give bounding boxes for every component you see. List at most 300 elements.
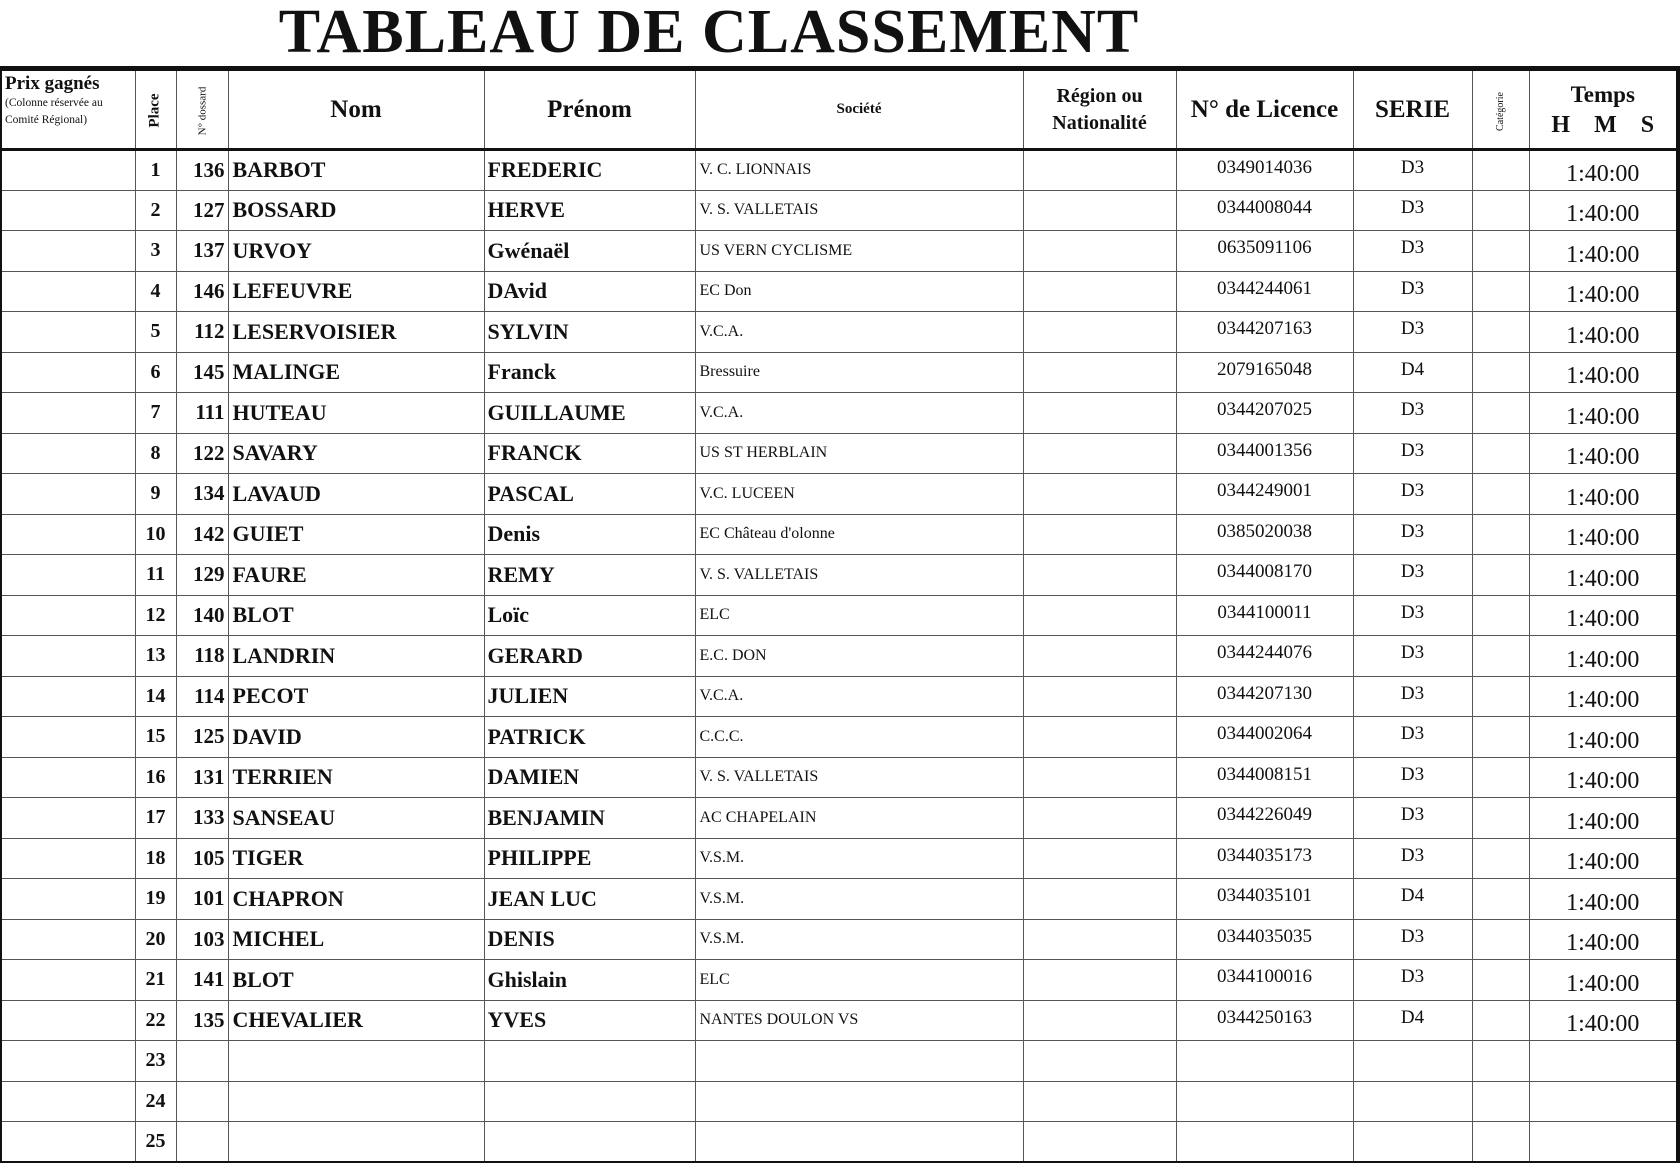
cell-prenom: REMY [484,555,695,596]
cell-societe: V.C.A. [695,312,1023,353]
cell-nom [228,1081,484,1122]
table-row [1,879,1678,920]
header-prix-title: Prix gagnés [5,73,100,94]
cell-prix [1,717,135,758]
cell-temps: 1:40:00 [1529,676,1678,717]
cell-dossard: 105 [176,838,228,879]
cell-temps: 1:40:00 [1529,555,1678,596]
table-row [1,474,1678,515]
cell-region [1023,433,1176,474]
cell-serie: D4 [1353,879,1472,920]
cell-prix [1,231,135,272]
cell-prix [1,514,135,555]
cell-categorie [1472,1000,1529,1041]
cell-prix [1,1000,135,1041]
table-row [1,960,1678,1001]
cell-nom [228,1122,484,1163]
cell-prix [1,474,135,515]
cell-region [1023,474,1176,515]
cell-nom: CHAPRON [228,879,484,920]
cell-region [1023,1081,1176,1122]
cell-region [1023,919,1176,960]
cell-licence: 0344008170 [1176,555,1353,596]
cell-prix [1,271,135,312]
cell-serie: D3 [1353,555,1472,596]
cell-temps: 1:40:00 [1529,312,1678,353]
cell-licence: 0344002064 [1176,717,1353,758]
cell-licence: 0344207163 [1176,312,1353,353]
cell-prenom: FREDERIC [484,150,695,191]
cell-serie: D3 [1353,150,1472,191]
cell-prenom: PASCAL [484,474,695,515]
cell-prix [1,393,135,434]
cell-dossard: 135 [176,1000,228,1041]
cell-region [1023,676,1176,717]
cell-serie: D3 [1353,717,1472,758]
cell-place: 20 [135,919,176,960]
cell-place: 1 [135,150,176,191]
cell-serie: D3 [1353,919,1472,960]
header-categorie [1472,69,1529,150]
cell-dossard [176,1081,228,1122]
cell-place: 15 [135,717,176,758]
cell-categorie [1472,393,1529,434]
header-prix-note: (Colonne réservée au Comité Régional) [5,97,103,126]
cell-nom: BLOT [228,595,484,636]
cell-nom: SANSEAU [228,798,484,839]
cell-nom: URVOY [228,231,484,272]
cell-licence: 0344244076 [1176,636,1353,677]
cell-prix [1,879,135,920]
cell-societe [695,1041,1023,1082]
cell-temps: 1:40:00 [1529,352,1678,393]
cell-dossard: 142 [176,514,228,555]
cell-licence: 0344001356 [1176,433,1353,474]
cell-societe: V.C.A. [695,393,1023,434]
cell-place: 5 [135,312,176,353]
cell-societe: C.C.C. [695,717,1023,758]
cell-nom: LEFEUVRE [228,271,484,312]
table-row [1,1000,1678,1041]
cell-categorie [1472,514,1529,555]
cell-licence: 0344035035 [1176,919,1353,960]
cell-temps: 1:40:00 [1529,838,1678,879]
cell-prix [1,838,135,879]
cell-temps: 1:40:00 [1529,595,1678,636]
cell-dossard: 137 [176,231,228,272]
cell-societe: V.C.A. [695,676,1023,717]
header-prenom: Prénom [484,69,695,150]
cell-prenom: DAMIEN [484,757,695,798]
cell-prenom: PHILIPPE [484,838,695,879]
cell-categorie [1472,190,1529,231]
cell-categorie [1472,636,1529,677]
cell-dossard: 122 [176,433,228,474]
cell-prenom: DENIS [484,919,695,960]
cell-region [1023,879,1176,920]
cell-region [1023,555,1176,596]
cell-dossard: 145 [176,352,228,393]
table-row [1,919,1678,960]
cell-dossard: 141 [176,960,228,1001]
cell-societe [695,1122,1023,1163]
cell-temps: 1:40:00 [1529,190,1678,231]
cell-serie: D3 [1353,433,1472,474]
header-temps-units: H M S [1551,111,1655,138]
cell-prix [1,960,135,1001]
cell-temps: 1:40:00 [1529,757,1678,798]
cell-place: 23 [135,1041,176,1082]
header-place [135,69,176,150]
header-temps-label: Temps [1570,81,1635,107]
cell-region [1023,798,1176,839]
table-row [1,676,1678,717]
cell-prenom: JEAN LUC [484,879,695,920]
cell-prix [1,798,135,839]
header-place-label: Place [147,92,163,128]
cell-temps: 1:40:00 [1529,798,1678,839]
cell-categorie [1472,595,1529,636]
cell-place: 16 [135,757,176,798]
cell-societe: US ST HERBLAIN [695,433,1023,474]
cell-societe: Bressuire [695,352,1023,393]
cell-societe: AC CHAPELAIN [695,798,1023,839]
cell-dossard: 112 [176,312,228,353]
cell-licence [1176,1041,1353,1082]
cell-categorie [1472,919,1529,960]
cell-region [1023,960,1176,1001]
table-row [1,312,1678,353]
table-row [1,190,1678,231]
cell-temps: 1:40:00 [1529,433,1678,474]
cell-serie: D3 [1353,474,1472,515]
cell-societe: V.S.M. [695,879,1023,920]
cell-categorie [1472,555,1529,596]
cell-nom: TERRIEN [228,757,484,798]
cell-place: 9 [135,474,176,515]
cell-temps: 1:40:00 [1529,636,1678,677]
cell-region [1023,231,1176,272]
cell-categorie [1472,1122,1529,1163]
cell-dossard [176,1122,228,1163]
cell-temps: 1:40:00 [1529,919,1678,960]
cell-nom: BARBOT [228,150,484,191]
cell-dossard: 101 [176,879,228,920]
cell-licence: 0344207130 [1176,676,1353,717]
header-serie: SERIE [1353,69,1472,150]
cell-licence: 0344008044 [1176,190,1353,231]
cell-categorie [1472,676,1529,717]
table-row [1,1081,1678,1122]
table-row [1,636,1678,677]
cell-place: 7 [135,393,176,434]
cell-serie: D4 [1353,352,1472,393]
cell-societe: EC Château d'olonne [695,514,1023,555]
cell-nom: CHEVALIER [228,1000,484,1041]
cell-region [1023,393,1176,434]
cell-serie [1353,1041,1472,1082]
cell-temps: 1:40:00 [1529,1000,1678,1041]
cell-categorie [1472,798,1529,839]
table-body [1,150,1678,1163]
cell-prenom: SYLVIN [484,312,695,353]
cell-licence: 0344035101 [1176,879,1353,920]
table-row [1,838,1678,879]
cell-place: 22 [135,1000,176,1041]
cell-societe: V.S.M. [695,919,1023,960]
cell-place: 14 [135,676,176,717]
cell-region [1023,595,1176,636]
cell-place: 24 [135,1081,176,1122]
cell-dossard: 133 [176,798,228,839]
cell-place: 2 [135,190,176,231]
cell-societe: V.S.M. [695,838,1023,879]
cell-prenom [484,1122,695,1163]
cell-nom: BLOT [228,960,484,1001]
cell-categorie [1472,838,1529,879]
cell-nom: MICHEL [228,919,484,960]
cell-temps: 1:40:00 [1529,717,1678,758]
cell-licence: 0344035173 [1176,838,1353,879]
cell-prenom: JULIEN [484,676,695,717]
cell-serie: D3 [1353,271,1472,312]
page-title: TABLEAU DE CLASSEMENT [278,0,1140,66]
header-societe: Société [695,69,1023,150]
cell-licence: 0635091106 [1176,231,1353,272]
cell-dossard: 114 [176,676,228,717]
cell-licence [1176,1081,1353,1122]
cell-place: 21 [135,960,176,1001]
cell-dossard: 136 [176,150,228,191]
table-row [1,231,1678,272]
cell-prenom: FRANCK [484,433,695,474]
cell-place: 4 [135,271,176,312]
header-dossard-label: N° dossard [195,86,208,135]
cell-licence: 0344244061 [1176,271,1353,312]
cell-prix [1,190,135,231]
cell-region [1023,1122,1176,1163]
cell-societe: V. S. VALLETAIS [695,190,1023,231]
cell-place: 25 [135,1122,176,1163]
cell-serie: D3 [1353,312,1472,353]
cell-prenom: Franck [484,352,695,393]
cell-prenom: Denis [484,514,695,555]
cell-categorie [1472,474,1529,515]
cell-prenom [484,1041,695,1082]
header-temps [1529,69,1678,150]
cell-licence: 0344249001 [1176,474,1353,515]
cell-prix [1,636,135,677]
cell-dossard: 125 [176,717,228,758]
cell-prenom: Gwénaël [484,231,695,272]
cell-region [1023,1000,1176,1041]
cell-licence: 0385020038 [1176,514,1353,555]
cell-nom: MALINGE [228,352,484,393]
header-dossard [176,69,228,150]
table-row [1,595,1678,636]
ranking-table [0,66,1680,1163]
table-row [1,717,1678,758]
cell-region [1023,636,1176,677]
cell-place: 3 [135,231,176,272]
cell-prix [1,919,135,960]
cell-temps: 1:40:00 [1529,271,1678,312]
cell-categorie [1472,433,1529,474]
cell-serie [1353,1122,1472,1163]
cell-prix [1,595,135,636]
cell-societe: V. S. VALLETAIS [695,757,1023,798]
cell-dossard: 103 [176,919,228,960]
cell-dossard: 118 [176,636,228,677]
cell-place: 19 [135,879,176,920]
cell-licence: 0344207025 [1176,393,1353,434]
cell-societe: EC Don [695,271,1023,312]
cell-categorie [1472,312,1529,353]
cell-place: 8 [135,433,176,474]
cell-societe [695,1081,1023,1122]
cell-serie: D3 [1353,798,1472,839]
table-row [1,555,1678,596]
cell-prix [1,1081,135,1122]
cell-dossard: 131 [176,757,228,798]
cell-serie: D3 [1353,636,1472,677]
cell-nom: LESERVOISIER [228,312,484,353]
cell-nom: FAURE [228,555,484,596]
cell-prix [1,757,135,798]
cell-temps: 1:40:00 [1529,960,1678,1001]
table-row [1,150,1678,191]
cell-temps [1529,1041,1678,1082]
cell-place: 12 [135,595,176,636]
cell-categorie [1472,1081,1529,1122]
cell-nom: SAVARY [228,433,484,474]
cell-region [1023,757,1176,798]
cell-region [1023,514,1176,555]
header-prix [1,69,135,150]
cell-region [1023,271,1176,312]
cell-prix [1,352,135,393]
cell-place: 18 [135,838,176,879]
cell-serie: D3 [1353,514,1472,555]
table-row [1,1122,1678,1163]
cell-place: 6 [135,352,176,393]
cell-categorie [1472,717,1529,758]
cell-categorie [1472,352,1529,393]
cell-prenom [484,1081,695,1122]
cell-societe: US VERN CYCLISME [695,231,1023,272]
cell-societe: V. S. VALLETAIS [695,555,1023,596]
cell-prix [1,150,135,191]
cell-temps: 1:40:00 [1529,514,1678,555]
cell-licence: 0344100011 [1176,595,1353,636]
cell-prix [1,312,135,353]
cell-societe: E.C. DON [695,636,1023,677]
cell-serie: D4 [1353,1000,1472,1041]
cell-prenom: HERVE [484,190,695,231]
cell-temps: 1:40:00 [1529,150,1678,191]
cell-dossard: 111 [176,393,228,434]
cell-categorie [1472,231,1529,272]
cell-societe: V. C. LIONNAIS [695,150,1023,191]
cell-dossard: 127 [176,190,228,231]
cell-prix [1,1041,135,1082]
cell-prenom: GERARD [484,636,695,677]
cell-temps: 1:40:00 [1529,393,1678,434]
cell-societe: ELC [695,960,1023,1001]
cell-region [1023,190,1176,231]
cell-place: 17 [135,798,176,839]
cell-prix [1,676,135,717]
cell-societe: NANTES DOULON VS [695,1000,1023,1041]
cell-dossard: 134 [176,474,228,515]
table-row [1,271,1678,312]
cell-region [1023,1041,1176,1082]
cell-categorie [1472,757,1529,798]
table-row [1,393,1678,434]
cell-categorie [1472,1041,1529,1082]
cell-temps: 1:40:00 [1529,474,1678,515]
cell-licence: 0344226049 [1176,798,1353,839]
cell-licence [1176,1122,1353,1163]
cell-licence: 0349014036 [1176,150,1353,191]
cell-dossard: 129 [176,555,228,596]
cell-nom: PECOT [228,676,484,717]
cell-prix [1,1122,135,1163]
cell-serie: D3 [1353,838,1472,879]
table-header [1,69,1678,150]
header-region: Région ou Nationalité [1023,69,1176,150]
cell-categorie [1472,150,1529,191]
header-nom: Nom [228,69,484,150]
cell-temps: 1:40:00 [1529,879,1678,920]
cell-licence: 0344250163 [1176,1000,1353,1041]
cell-serie: D3 [1353,393,1472,434]
cell-prenom: BENJAMIN [484,798,695,839]
cell-licence: 0344008151 [1176,757,1353,798]
cell-serie [1353,1081,1472,1122]
cell-serie: D3 [1353,960,1472,1001]
cell-serie: D3 [1353,231,1472,272]
cell-place: 11 [135,555,176,596]
cell-societe: V.C. LUCEEN [695,474,1023,515]
cell-nom: DAVID [228,717,484,758]
cell-region [1023,150,1176,191]
cell-nom: TIGER [228,838,484,879]
cell-serie: D3 [1353,190,1472,231]
cell-prenom: GUILLAUME [484,393,695,434]
cell-dossard: 140 [176,595,228,636]
cell-serie: D3 [1353,676,1472,717]
cell-region [1023,312,1176,353]
table-row [1,1041,1678,1082]
header-categorie-label: Catégorie [1495,91,1506,131]
cell-region [1023,838,1176,879]
cell-categorie [1472,271,1529,312]
cell-nom: LANDRIN [228,636,484,677]
cell-societe: ELC [695,595,1023,636]
cell-temps: 1:40:00 [1529,231,1678,272]
cell-region [1023,352,1176,393]
cell-nom: GUIET [228,514,484,555]
cell-prenom: YVES [484,1000,695,1041]
header-licence: N° de Licence [1176,69,1353,150]
cell-categorie [1472,879,1529,920]
cell-temps [1529,1081,1678,1122]
cell-licence: 0344100016 [1176,960,1353,1001]
cell-nom: BOSSARD [228,190,484,231]
cell-dossard [176,1041,228,1082]
cell-dossard: 146 [176,271,228,312]
